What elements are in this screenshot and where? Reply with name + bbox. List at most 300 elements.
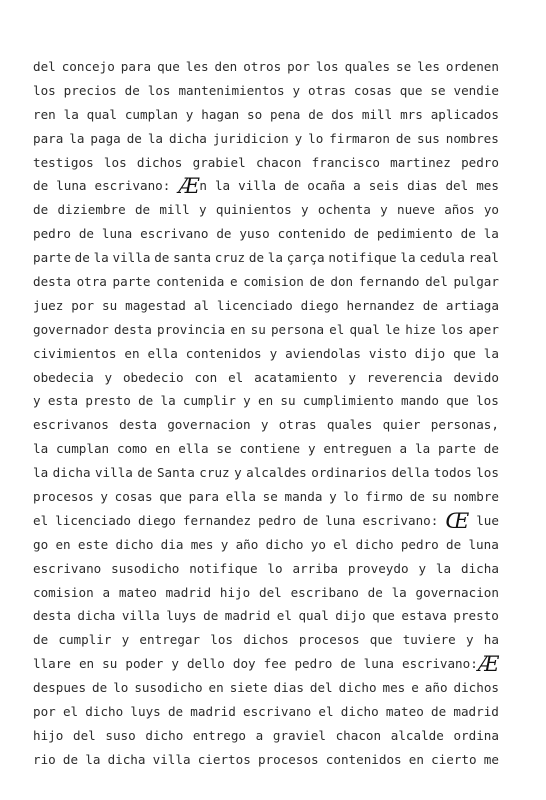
word: sus — [417, 130, 440, 146]
word: y — [185, 106, 194, 122]
text-line — [33, 581, 499, 605]
word: de — [33, 202, 49, 218]
word: con — [194, 369, 218, 385]
word: y — [329, 489, 337, 505]
word: que — [369, 632, 393, 648]
word: rio — [33, 751, 56, 767]
word: mateo — [118, 584, 157, 600]
word: çarça — [286, 250, 325, 266]
word: que — [446, 393, 469, 409]
word: a — [102, 584, 111, 600]
word: cosas — [353, 82, 392, 98]
word: ella — [178, 441, 209, 457]
word: de — [409, 489, 425, 505]
word: que — [159, 489, 182, 505]
word: dicho — [338, 680, 377, 696]
word: go — [33, 536, 49, 552]
word: le — [384, 321, 401, 337]
initial-glyph: Œ — [445, 508, 470, 533]
word: y — [260, 417, 269, 433]
word: firmo — [365, 489, 404, 505]
word: dicho — [265, 536, 304, 552]
word: de — [340, 656, 356, 672]
text-line — [33, 628, 499, 652]
word: ordinarios — [311, 465, 388, 481]
text-line — [33, 198, 499, 222]
word: dichos — [453, 680, 499, 696]
word: este — [77, 536, 109, 552]
word: de — [33, 632, 49, 648]
word: ciertos — [197, 751, 251, 767]
word: suso — [105, 727, 136, 743]
word: alcalde — [390, 727, 444, 743]
word: y — [269, 345, 278, 361]
word: y — [121, 632, 130, 648]
word: otra — [76, 274, 107, 290]
word: yo — [310, 536, 326, 552]
word: en — [257, 393, 274, 409]
word: cierto — [431, 751, 477, 767]
word: real — [468, 250, 499, 266]
word: diego — [300, 297, 339, 313]
word: fernando — [358, 274, 420, 290]
text-line — [33, 700, 499, 724]
word: notifique — [328, 250, 397, 266]
word: la — [483, 345, 499, 361]
word: y — [100, 489, 108, 505]
word: aper — [468, 321, 499, 337]
text-line — [33, 151, 499, 175]
word: madrid — [453, 704, 499, 720]
word: dicho — [115, 536, 154, 552]
word: governador — [33, 321, 109, 337]
word: los — [476, 465, 499, 481]
word: cruz — [199, 465, 230, 481]
word: se — [430, 82, 446, 98]
word: villa — [112, 250, 151, 266]
word: años — [444, 202, 475, 218]
text-line — [33, 318, 499, 342]
word: y — [243, 393, 251, 409]
word: a — [353, 178, 361, 194]
word: dicho — [85, 704, 124, 720]
word: a — [255, 727, 264, 743]
text-line — [33, 413, 499, 437]
word: desta — [33, 608, 71, 624]
word: por — [33, 704, 56, 720]
word: mrs — [400, 106, 423, 122]
word: firmaron — [329, 130, 390, 146]
word: otras — [278, 417, 317, 433]
word: el — [329, 321, 345, 337]
word: vendie — [453, 82, 499, 98]
word: cumplimiento — [302, 393, 394, 409]
word: e — [411, 680, 419, 696]
word: ella — [225, 489, 256, 505]
word: manda — [284, 489, 323, 505]
text-line — [33, 174, 499, 198]
word: de — [248, 250, 265, 266]
word: de — [367, 584, 383, 600]
text-line — [33, 55, 499, 79]
text-line — [33, 389, 499, 413]
word: la — [414, 441, 431, 457]
word: diziembre — [57, 202, 126, 218]
word: quinientos — [215, 202, 292, 218]
word: nombre — [453, 489, 499, 505]
text-line — [33, 485, 499, 509]
word: seis — [368, 178, 400, 194]
word: dicho — [340, 704, 379, 720]
word: la — [147, 130, 164, 146]
word: de — [33, 178, 49, 194]
word: obedecia — [33, 369, 94, 385]
word: susodicho — [111, 560, 180, 576]
word: en — [124, 345, 140, 361]
word: la — [483, 226, 499, 242]
word: governacion — [415, 584, 499, 600]
word: graviel — [272, 727, 326, 743]
word: quier — [382, 417, 421, 433]
text-line — [33, 294, 499, 318]
word: al — [193, 297, 209, 313]
word: dicho — [355, 536, 394, 552]
word: villa — [238, 178, 277, 194]
word: y — [33, 393, 41, 409]
word: todos — [433, 465, 472, 481]
word: luys — [166, 608, 197, 624]
word: desta — [119, 417, 157, 433]
word: chacon — [255, 154, 302, 170]
word: de — [483, 441, 499, 457]
word: tuviere — [402, 632, 456, 648]
word: de — [78, 226, 94, 242]
word: persona — [270, 321, 325, 337]
word: pedro — [461, 154, 499, 170]
word: la — [63, 106, 79, 122]
word: y — [465, 632, 474, 648]
word: el — [333, 536, 349, 552]
word: los — [210, 632, 234, 648]
word: mes — [190, 536, 214, 552]
word: y — [307, 441, 316, 457]
word: della — [391, 465, 430, 481]
word: su — [250, 321, 266, 337]
word: procesos — [33, 489, 94, 505]
word: su — [280, 393, 296, 409]
word: y — [294, 130, 303, 146]
word: quales — [326, 417, 373, 433]
word: yuso — [239, 226, 270, 242]
word: siete — [229, 680, 268, 696]
text-line — [33, 652, 499, 676]
word: obedecio — [122, 369, 184, 385]
word: de — [353, 226, 369, 242]
text-line — [33, 270, 499, 294]
word: escrivano: — [94, 178, 171, 194]
word: el — [62, 704, 79, 720]
word: luna — [363, 656, 394, 672]
word: qual — [349, 321, 380, 337]
word: del — [309, 680, 333, 696]
word: ren — [33, 106, 56, 122]
word: juez — [33, 297, 64, 313]
word: mill — [159, 202, 190, 218]
word: mantenimientos — [178, 82, 285, 98]
word: madrid — [224, 608, 271, 624]
text-line — [33, 246, 499, 270]
word: luna — [468, 536, 499, 552]
word: hijo — [33, 727, 64, 743]
text-line — [33, 461, 499, 485]
word: desta — [33, 274, 71, 290]
word: y — [380, 202, 388, 218]
word: cumplir — [58, 632, 112, 648]
word: de — [446, 536, 462, 552]
word: qual — [86, 106, 117, 122]
word: diego — [137, 512, 176, 528]
word: la — [267, 250, 283, 266]
word: les — [417, 59, 440, 74]
word: dicha — [168, 130, 207, 146]
word: nueve — [397, 202, 435, 218]
word: el — [276, 608, 292, 624]
word: para — [188, 489, 219, 505]
word: chacon — [335, 727, 382, 743]
word: la — [160, 393, 176, 409]
word: en — [55, 536, 71, 552]
word: luna — [325, 512, 356, 528]
word: se — [216, 441, 232, 457]
word: parte — [438, 441, 476, 457]
word: poder — [125, 656, 164, 672]
word: mes — [476, 178, 499, 194]
word: aviendolas — [285, 345, 361, 361]
word: su — [102, 297, 118, 313]
word: dias — [273, 680, 304, 696]
word: presto — [85, 393, 131, 409]
word: del — [445, 178, 469, 194]
word: mateo — [385, 704, 424, 720]
word: artiaga — [445, 297, 499, 313]
word: los — [147, 82, 171, 98]
word: santa — [173, 250, 212, 266]
word: dichos — [136, 154, 183, 170]
word: en — [408, 751, 424, 767]
word: villa — [121, 608, 160, 624]
word: hijo — [219, 584, 251, 600]
word: de — [460, 226, 476, 242]
word: ella — [147, 345, 178, 361]
word: otras — [308, 82, 346, 98]
word: cosas — [114, 489, 153, 505]
word: parte — [33, 250, 71, 266]
word: contenidos — [185, 345, 262, 361]
word: licenciado — [55, 512, 131, 528]
word: doy — [232, 656, 256, 672]
text-line — [33, 533, 499, 557]
word: para — [33, 130, 64, 146]
word: pena — [270, 106, 301, 122]
word: que — [453, 345, 476, 361]
word: y — [199, 202, 207, 218]
word: contenida — [156, 274, 225, 290]
word: luna — [56, 178, 87, 194]
word: entrego — [192, 727, 246, 743]
word: de — [395, 130, 412, 146]
word: de — [308, 106, 324, 122]
word: procesos — [257, 751, 319, 767]
word: y — [300, 202, 309, 218]
word: escrivano: — [362, 512, 439, 528]
word: susodicho — [134, 680, 203, 696]
word: del — [33, 59, 56, 74]
word: de — [134, 202, 151, 218]
text-line — [33, 748, 499, 772]
word: aplicados — [430, 106, 499, 122]
word: yo — [483, 202, 499, 218]
word: mando — [400, 393, 439, 409]
word: dicha — [460, 560, 499, 576]
word: que — [157, 59, 180, 74]
word: ordenen — [445, 59, 499, 74]
word: lo — [113, 680, 129, 696]
word: nombres — [445, 130, 499, 146]
word: fee — [263, 656, 287, 672]
word: ordina — [453, 727, 499, 743]
word: de — [126, 130, 142, 146]
word: dia — [160, 536, 184, 552]
word: la — [33, 465, 49, 481]
word: escrivanos — [33, 417, 109, 433]
initial-glyph-word — [445, 509, 469, 533]
word: concejo — [61, 59, 115, 74]
text-line — [33, 127, 499, 151]
word: contenido — [277, 226, 346, 242]
word: visto — [368, 345, 407, 361]
initial-glyph: Æ — [477, 652, 499, 677]
word: pedro — [294, 656, 333, 672]
document-body — [33, 55, 499, 772]
word: dijo — [335, 608, 366, 624]
word: mill — [361, 106, 393, 122]
word: la — [400, 250, 416, 266]
word: notifique — [189, 560, 258, 576]
word: otros — [243, 59, 282, 74]
word: escrivano — [242, 704, 312, 720]
word: en — [208, 680, 224, 696]
text-line — [33, 437, 499, 461]
word: de — [422, 297, 438, 313]
word: hagan — [201, 106, 240, 122]
word: de — [92, 680, 108, 696]
word: dias — [407, 178, 438, 194]
word: desta — [113, 321, 152, 337]
word: los — [440, 321, 464, 337]
text-line — [33, 724, 499, 748]
word: martinez — [390, 154, 451, 170]
word: lue — [476, 512, 499, 528]
word: de — [137, 465, 153, 481]
word: madrid — [190, 704, 236, 720]
word: arriba — [292, 560, 338, 576]
word: dicha — [107, 751, 146, 767]
word: magestad — [125, 297, 186, 313]
word: esta — [47, 393, 79, 409]
word: Santa — [156, 465, 195, 481]
word: cumplir — [182, 393, 236, 409]
word: en — [230, 321, 246, 337]
word: madrid — [165, 584, 212, 600]
text-line — [33, 103, 499, 127]
word: de — [62, 751, 79, 767]
word: grabiel — [192, 154, 246, 170]
word: los — [33, 82, 56, 98]
word: estava — [401, 608, 447, 624]
word: que — [372, 608, 395, 624]
word: de — [154, 250, 170, 266]
word: el — [33, 512, 49, 528]
word: contiene — [239, 441, 301, 457]
word: devido — [453, 369, 499, 385]
word: entregar — [139, 632, 201, 648]
word: la — [391, 584, 407, 600]
word: parte — [112, 274, 151, 290]
word: por — [71, 297, 95, 313]
word: pedro — [33, 226, 71, 242]
word: pedimiento — [376, 226, 453, 242]
word: de — [431, 704, 447, 720]
word: el — [228, 369, 244, 385]
text-line — [33, 79, 499, 103]
text-line — [33, 557, 499, 581]
word: su — [102, 656, 118, 672]
word: a — [399, 441, 408, 457]
word: den — [214, 59, 238, 74]
word: de — [138, 393, 154, 409]
word: luys — [130, 704, 161, 720]
word: pedro — [400, 536, 439, 552]
word: comision — [33, 584, 94, 600]
word: despues — [33, 680, 87, 696]
word: me — [483, 751, 499, 767]
word: precios — [63, 82, 117, 98]
word: el — [318, 704, 334, 720]
word: paga — [90, 130, 121, 146]
word: año — [424, 680, 448, 696]
word: procesos — [298, 632, 360, 648]
word: hernandez — [346, 297, 415, 313]
word: de — [203, 608, 219, 624]
word: so — [247, 106, 263, 122]
word: y — [220, 536, 229, 552]
word: mes — [382, 680, 406, 696]
word: don — [330, 274, 354, 290]
word: la — [69, 130, 85, 146]
word: qual — [298, 608, 329, 624]
word: comision — [243, 274, 304, 290]
word: cumplan — [124, 106, 178, 122]
word: reverencia — [366, 369, 443, 385]
word: y — [348, 369, 356, 385]
word: por — [287, 59, 310, 74]
word: año — [235, 536, 259, 552]
word: proveydo — [347, 560, 409, 576]
word: los — [476, 393, 499, 409]
word: de — [216, 226, 232, 242]
word: dicha — [77, 608, 116, 624]
word: la — [435, 560, 452, 576]
